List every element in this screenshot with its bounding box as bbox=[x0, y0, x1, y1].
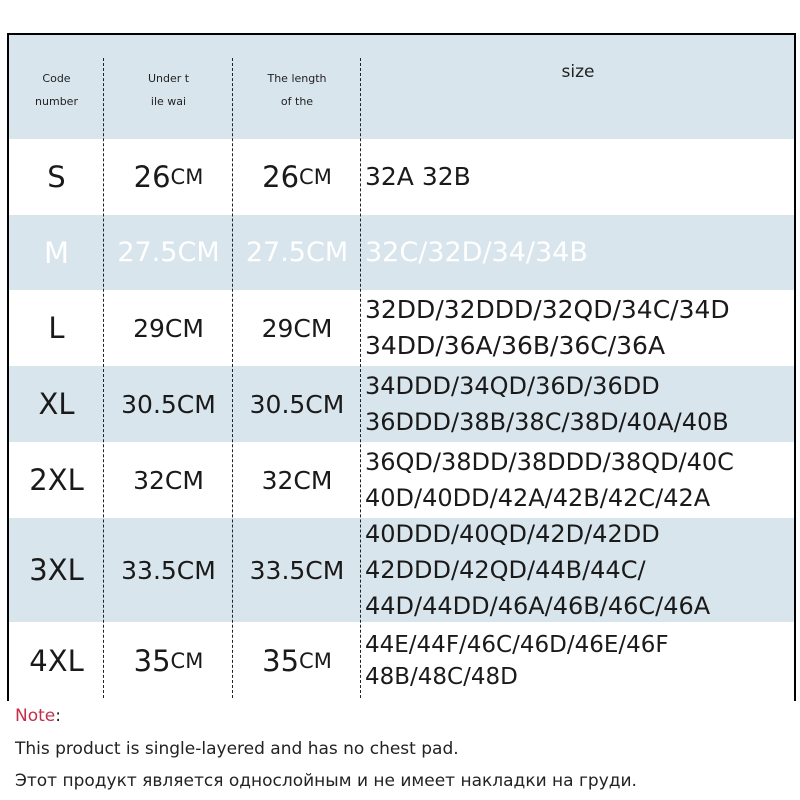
under-measure: 27.5CM bbox=[117, 237, 220, 268]
size-list bbox=[362, 366, 794, 442]
length-value: 26 bbox=[262, 160, 300, 194]
table-row bbox=[9, 518, 794, 622]
under-measure: 32CM bbox=[133, 465, 204, 495]
table-row bbox=[9, 442, 794, 518]
column-divider bbox=[360, 58, 361, 698]
column-divider bbox=[232, 58, 233, 698]
table-row bbox=[9, 622, 794, 700]
size-line: 36QD/38DD/38DDD/38QD/40C bbox=[365, 448, 734, 476]
under-measure bbox=[104, 622, 233, 700]
note-heading bbox=[15, 706, 61, 726]
size-code: M bbox=[43, 235, 70, 270]
header-under-line1: Under t bbox=[147, 72, 190, 85]
table-row bbox=[9, 290, 794, 366]
table-header-row bbox=[9, 35, 794, 139]
header-size: size bbox=[561, 61, 595, 82]
length-measure: 32CM bbox=[261, 465, 333, 495]
size-code: 4XL bbox=[29, 644, 84, 678]
header-code-number bbox=[9, 35, 104, 139]
header-under-line2: ile wai bbox=[150, 95, 187, 108]
under-measure: 29CM bbox=[133, 313, 204, 343]
under-unit: CM bbox=[170, 649, 204, 673]
header-under-waist bbox=[104, 35, 233, 139]
size-line: 32C/32D/34/34B bbox=[365, 236, 588, 268]
under-value: 26 bbox=[133, 160, 171, 194]
header-length-line1: The length bbox=[267, 72, 327, 85]
under-measure: 33.5CM bbox=[121, 555, 216, 585]
length-measure bbox=[233, 622, 361, 700]
size-list bbox=[362, 518, 794, 622]
size-line: 34DD/36A/36B/36C/36A bbox=[365, 331, 666, 360]
size-line: 44D/44DD/46A/46B/46C/46A bbox=[365, 592, 711, 620]
size-list bbox=[362, 290, 794, 366]
under-value: 35 bbox=[133, 644, 171, 678]
size-list bbox=[362, 622, 794, 700]
size-line: 42DDD/42QD/44B/44C/ bbox=[365, 556, 646, 584]
header-code-line2: number bbox=[35, 95, 78, 108]
table-row bbox=[9, 139, 794, 215]
table-row bbox=[9, 366, 794, 442]
under-measure bbox=[104, 139, 233, 215]
size-list bbox=[362, 215, 794, 290]
size-code: XL bbox=[38, 387, 75, 421]
size-line: 32DD/32DDD/32QD/34C/34D bbox=[365, 295, 730, 324]
size-line: 40DDD/40QD/42D/42DD bbox=[365, 520, 660, 548]
size-list bbox=[362, 442, 794, 518]
size-list bbox=[362, 139, 794, 215]
size-code: L bbox=[48, 311, 65, 345]
length-unit: CM bbox=[299, 165, 332, 189]
note-line-english: This product is single-layered and has no chest pad. bbox=[15, 739, 459, 759]
header-length-line2: of the bbox=[280, 95, 314, 108]
length-measure: 27.5CM bbox=[245, 237, 349, 268]
size-line: 40D/40DD/42A/42B/42C/42A bbox=[365, 484, 711, 512]
length-value: 35 bbox=[262, 644, 300, 678]
note-label: Note bbox=[15, 706, 56, 726]
size-line: 34DDD/34QD/36D/36DD bbox=[365, 372, 660, 400]
header-length bbox=[233, 35, 361, 139]
size-code: S bbox=[47, 160, 66, 194]
length-measure bbox=[233, 139, 361, 215]
length-measure: 30.5CM bbox=[249, 389, 345, 419]
header-code-line1: Code bbox=[42, 72, 71, 85]
note-colon: : bbox=[55, 706, 61, 726]
size-code: 3XL bbox=[29, 553, 84, 587]
under-unit: CM bbox=[170, 165, 204, 189]
size-line: 44E/44F/46C/46D/46E/46F bbox=[365, 632, 669, 658]
size-line: 32A 32B bbox=[365, 162, 471, 191]
length-measure: 33.5CM bbox=[249, 555, 345, 585]
size-code: 2XL bbox=[29, 463, 84, 497]
column-divider bbox=[103, 58, 104, 698]
under-measure: 30.5CM bbox=[121, 389, 216, 419]
note-line-russian: Этот продукт является однослойным и не имеет накладки на груди. bbox=[15, 771, 637, 791]
table-row bbox=[9, 215, 794, 290]
length-unit: CM bbox=[299, 649, 332, 673]
size-line: 48B/48C/48D bbox=[365, 664, 518, 690]
length-measure: 29CM bbox=[261, 313, 333, 343]
size-line: 36DDD/38B/38C/38D/40A/40B bbox=[365, 408, 729, 436]
